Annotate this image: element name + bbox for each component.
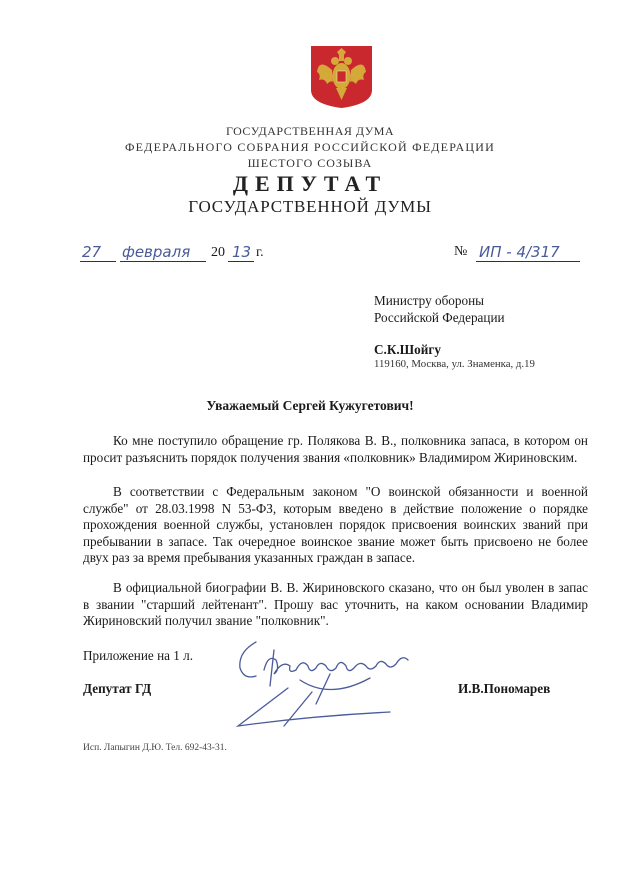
header-subtitle: ГОСУДАРСТВЕННОЙ ДУМЫ [188, 197, 432, 216]
signatory-role: Депутат ГД [83, 681, 152, 696]
handwritten-signature [220, 630, 440, 735]
paragraph-2 [83, 484, 588, 567]
date-year-mark: г. [256, 245, 264, 260]
addressee-line-2: Российской Федерации [374, 310, 505, 325]
date-year-prefix: 20 [211, 245, 225, 260]
header-line-2: ФЕДЕРАЛЬНОГО СОБРАНИЯ РОССИЙСКОЙ ФЕДЕРАЦИИ [124, 140, 496, 154]
date-day: 27 [82, 243, 102, 261]
doc-number-underline [476, 261, 580, 262]
header-line-1: ГОСУДАРСТВЕННАЯ ДУМА [225, 124, 395, 138]
doc-number-label: № [454, 244, 468, 259]
date-year-suffix: 13 [232, 243, 252, 261]
attachment-note: Приложение на 1 л. [83, 648, 194, 663]
doc-number-value: ИП - 4/317 [479, 243, 560, 261]
date-month-underline [120, 261, 206, 262]
executor-note: Исп. Лапыгин Д.Ю. Тел. 692-43-31. [83, 743, 227, 753]
date-year-underline [228, 261, 254, 262]
paragraph-3-text: В официальной биографии В. В. Жириновского сказано, что он был уволен в запас в звании "старший лейтенант". Прошу вас уточнить, на каком основании Владимир Жириновский получил звание "полковник". [83, 580, 588, 629]
state-emblem-icon [309, 44, 374, 110]
paragraph-2-text: В соответствии с Федеральным законом "О воинской обязанности и военной службе" от 28.03.1998 N 53-ФЗ, которым введено в действие положение о порядке прохождения военной службы, установлен порядок присвоения воинских званий при пребывании в запасе. Так очередное воинское звание может быть присвоено не более двух раз за время пребывания указанных граждан в запасе. [83, 484, 588, 566]
date-day-underline [80, 261, 116, 262]
addressee-name: С.К.Шойгу [374, 342, 441, 357]
paragraph-3 [83, 580, 588, 630]
signatory-name: И.В.Пономарев [458, 681, 551, 696]
addressee-line-1: Министру обороны [374, 293, 484, 308]
addressee-address: 119160, Москва, ул. Знаменка, д.19 [374, 358, 535, 370]
salutation: Уважаемый Сергей Кужугетович! [206, 398, 414, 413]
date-month: февраля [122, 243, 191, 261]
paragraph-1 [83, 433, 588, 466]
header-line-3: ШЕСТОГО СОЗЫВА [247, 156, 373, 170]
header-title: ДЕПУТАТ [232, 171, 388, 196]
paragraph-1-text: Ко мне поступило обращение гр. Полякова В. В., полковника запаса, в котором он просит разъяснить порядок получения звания «полковник» Владимиром Жириновским. [83, 433, 588, 465]
